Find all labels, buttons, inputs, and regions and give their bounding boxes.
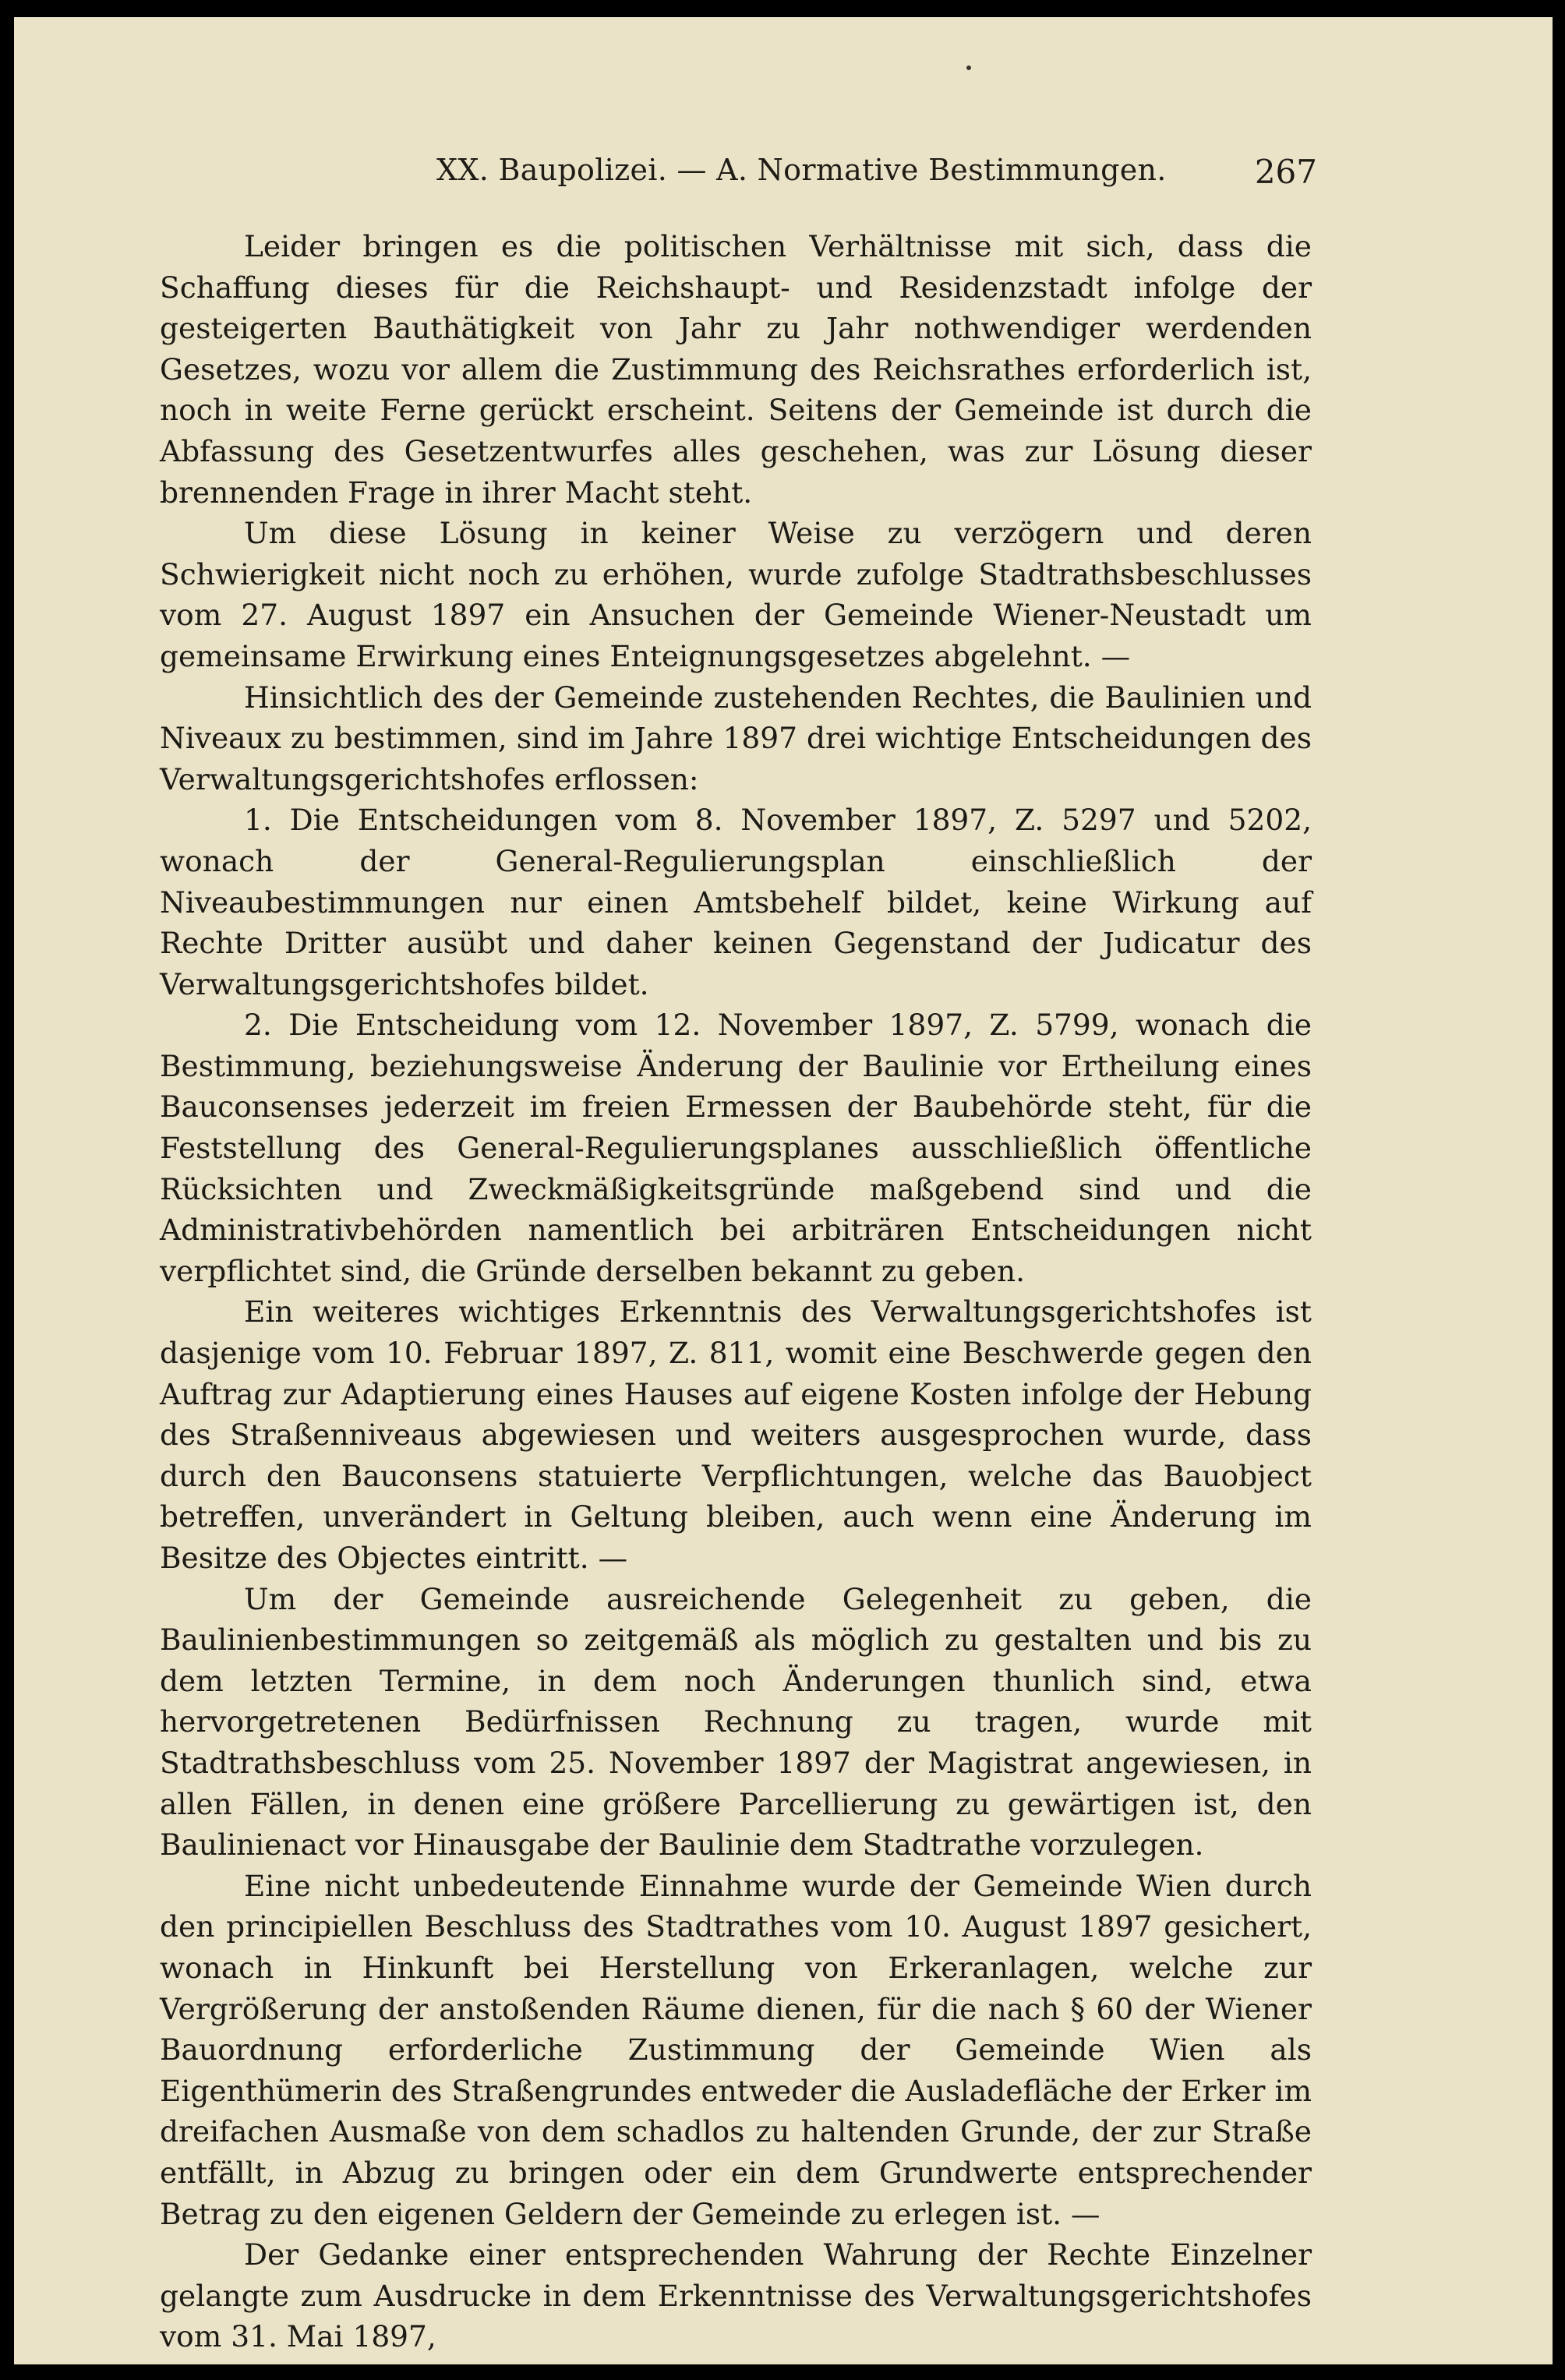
body-text <box>160 226 1312 2357</box>
page-header <box>0 0 1565 203</box>
page-number: 267 <box>1254 153 1317 191</box>
running-title: XX. Baupolizei. — A. Normative Bestimmungen. <box>436 153 1167 187</box>
paragraph: Hinsichtlich des der Gemeinde zustehenden Rechtes, die Baulinien und Niveaux zu bestimmen, sind im Jahre 1897 drei wichtige Entscheidungen des Verwaltungsgerichtshofes erflossen: <box>160 680 1312 796</box>
paragraph: Eine nicht unbedeutende Einnahme wurde der Gemeinde Wien durch den principiellen Beschluss des Stadtrathes vom 10. August 1897 gesichert, wonach in Hinkunft bei Herstellung von Erkeranlagen, welche zur Vergrößerung der anstoßenden Räume dienen, für die nach § 60 der Wiener Bauordnung erforderliche Zustimmung der Gemeinde Wien als Eigenthümerin des Straßengrundes entweder die Ausladefläche der Erker im dreifachen Ausmaße von dem schadlos zu haltenden Grunde, der zur Straße entfällt, in Abzug zu bringen oder ein dem Grundwerte entsprechender Betrag zu den eigenen Geldern der Gemeinde zu erlegen ist. — <box>160 1868 1312 2231</box>
numbered-paragraph: 2. Die Entscheidung vom 12. November 1897, Z. 5799, wonach die Bestimmung, beziehungsweise Änderung der Baulinie vor Ertheilung eines Bauconsenses jederzeit im freien Ermessen der Baubehörde steht, für die Feststellung des General-Regulierungsplanes ausschließlich öffentliche Rücksichten und Zweckmäßigkeitsgründe maßgebend sind und die Administrativbehörden namentlich bei arbiträren Entscheidungen nicht verpflichtet sind, die Gründe derselben bekannt zu geben. <box>160 1008 1312 1288</box>
numbered-paragraph: 1. Die Entscheidungen vom 8. November 1897, Z. 5297 und 5202, wonach der General-Regulierungsplan einschließlich der Niveaubestimmungen nur einen Amtsbehelf bildet, keine Wirkung auf Rechte Dritter ausübt und daher keinen Gegenstand der Judicatur des Verwaltungsgerichtshofes bildet. <box>160 803 1312 1001</box>
paragraph: Um der Gemeinde ausreichende Gelegenheit zu geben, die Baulinienbestimmungen so zeitgemäß als möglich zu gestalten und bis zu dem letzten Termine, in dem noch Änderungen thunlich sind, etwa hervorgetretenen Bedürfnissen Rechnung zu tragen, wurde mit Stadtrathsbeschluss vom 25. November 1897 der Magistrat angewiesen, in allen Fällen, in denen eine größere Parcellierung zu gewärtigen ist, den Baulinienact vor Hinausgabe der Baulinie dem Stadtrathe vorzulegen. <box>160 1581 1312 1863</box>
paragraph: Ein weiteres wichtiges Erkenntnis des Verwaltungsgerichtshofes ist dasjenige vom 10. Februar 1897, Z. 811, womit eine Beschwerde gegen den Auftrag zur Adaptierung eines Hauses auf eigene Kosten infolge der Hebung des Straßenniveaus abgewiesen und weiters ausgesprochen wurde, dass durch den Bauconsens statuierte Verpflichtungen, welche das Bauobject betreffen, unverändert in Geltung bleiben, auch wenn eine Änderung im Besitze des Objectes eintritt. — <box>160 1294 1312 1575</box>
paragraph: Der Gedanke einer entsprechenden Wahrung der Rechte Einzelner gelangte zum Ausdrucke in dem Erkenntnisse des Verwaltungsgerichtshofes vom 31. Mai 1897, <box>160 2237 1312 2354</box>
paragraph: Leider bringen es die politischen Verhältnisse mit sich, dass die Schaffung dieses für die Reichshaupt- und Residenzstadt infolge der gesteigerten Bauthätigkeit von Jahr zu Jahr nothwendiger werdenden Gesetzes, wozu vor allem die Zustimmung des Reichsrathes erforderlich ist, noch in weite Ferne gerückt erscheint. Seitens der Gemeinde ist durch die Abfassung des Gesetzentwurfes alles geschehen, was zur Lösung dieser brennenden Frage in ihrer Macht steht. <box>160 229 1312 510</box>
paragraph: Um diese Lösung in keiner Weise zu verzögern und deren Schwierigkeit nicht noch zu erhöhen, wurde zufolge Stadtrathsbeschlusses vom 27. August 1897 ein Ansuchen der Gemeinde Wiener-Neustadt um gemeinsame Erwirkung eines Enteignungsgesetzes abgelehnt. — <box>160 516 1312 673</box>
ink-speck <box>966 65 971 70</box>
